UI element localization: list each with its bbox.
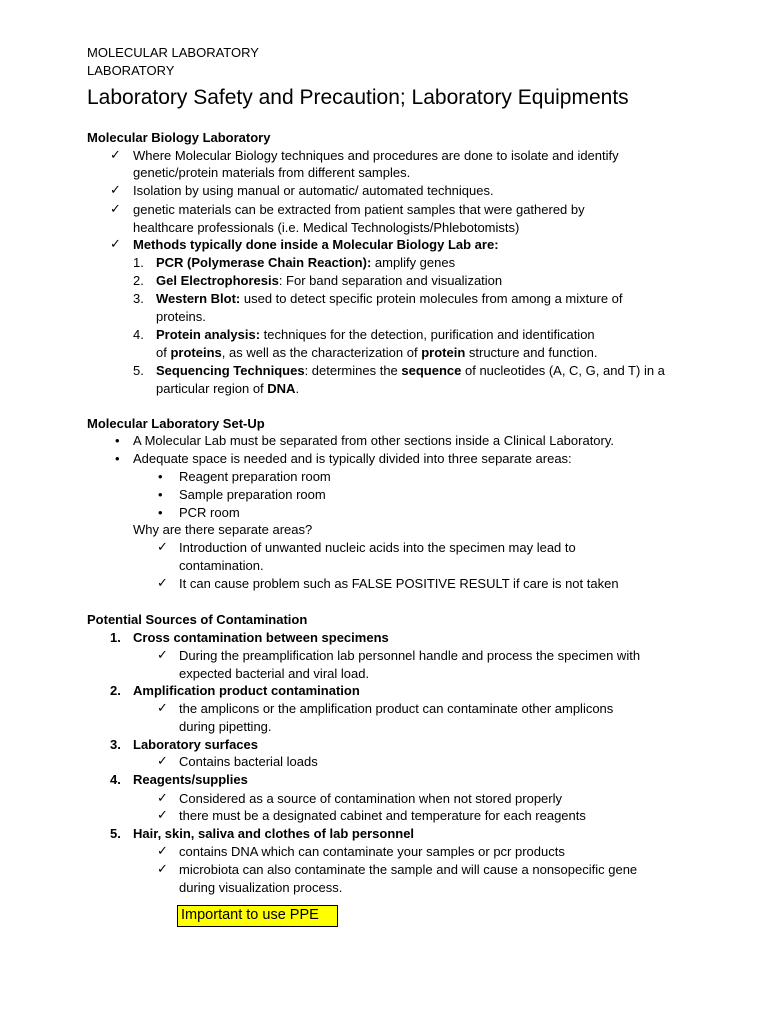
list-item: A Molecular Lab must be separated from other sections inside a Clinical Laboratory. bbox=[133, 433, 615, 448]
method-description: amplify genes bbox=[371, 255, 456, 270]
reason-item: Introduction of unwanted nucleic acids into the specimen may lead to bbox=[179, 540, 576, 555]
source-number: 5. bbox=[110, 826, 121, 841]
source-detail: there must be a designated cabinet and temperature for each reagents bbox=[179, 808, 586, 823]
method-description: : determines the bbox=[304, 363, 402, 378]
method-term: Gel Electrophoresis bbox=[156, 273, 279, 288]
method-number: 1. bbox=[133, 255, 144, 270]
check-icon: ✓ bbox=[157, 791, 168, 806]
header-line-1: MOLECULAR LABORATORY bbox=[87, 45, 259, 60]
method-number: 4. bbox=[133, 327, 144, 342]
source-number: 2. bbox=[110, 683, 121, 698]
text-run-bold: sequence bbox=[401, 363, 462, 378]
source-title: Cross contamination between specimens bbox=[133, 630, 389, 645]
list-item: Isolation by using manual or automatic/ automated techniques. bbox=[133, 183, 494, 198]
check-icon: ✓ bbox=[157, 754, 168, 769]
method-number: 5. bbox=[133, 363, 144, 378]
source-number: 4. bbox=[110, 772, 121, 787]
bullet-icon: • bbox=[158, 487, 163, 502]
method-term: PCR (Polymerase Chain Reaction): bbox=[156, 255, 372, 270]
section-heading-lab-setup: Molecular Laboratory Set-Up bbox=[87, 416, 265, 431]
method-number: 3. bbox=[133, 291, 144, 306]
area-item: Sample preparation room bbox=[179, 487, 326, 502]
check-icon: ✓ bbox=[157, 862, 168, 877]
source-detail: During the preamplification lab personnel handle and process the specimen with bbox=[179, 648, 641, 663]
ppe-callout-box: Important to use PPE bbox=[177, 905, 338, 927]
text-run-bold: DNA bbox=[267, 381, 296, 396]
method-description: used to detect specific protein molecules from among a mixture of bbox=[240, 291, 623, 306]
method-description: : For band separation and visualization bbox=[278, 273, 503, 288]
source-title: Amplification product contamination bbox=[133, 683, 360, 698]
check-icon: ✓ bbox=[110, 202, 121, 217]
method-item bbox=[156, 290, 623, 307]
check-icon: ✓ bbox=[157, 576, 168, 591]
page-title: Laboratory Safety and Precaution; Laboratory Equipments bbox=[87, 86, 629, 109]
text-run: particular region of bbox=[156, 381, 268, 396]
source-detail: the amplicons or the amplification product can contaminate other amplicons bbox=[179, 701, 614, 716]
method-item bbox=[156, 254, 455, 271]
method-item bbox=[156, 272, 502, 289]
text-run-bold: proteins bbox=[170, 345, 222, 360]
list-item-methods-intro: Methods typically done inside a Molecular Biology Lab are: bbox=[133, 237, 499, 252]
check-icon: ✓ bbox=[157, 648, 168, 663]
check-icon: ✓ bbox=[110, 148, 121, 163]
text-run: . bbox=[295, 381, 300, 396]
source-title: Reagents/supplies bbox=[133, 772, 248, 787]
check-icon: ✓ bbox=[157, 701, 168, 716]
check-icon: ✓ bbox=[110, 183, 121, 198]
method-item-continuation: proteins. bbox=[156, 309, 206, 324]
bullet-icon: • bbox=[158, 505, 163, 520]
method-term: Western Blot: bbox=[156, 291, 241, 306]
method-description: techniques for the detection, purification and identification bbox=[260, 327, 595, 342]
source-detail-continuation: expected bacterial and viral load. bbox=[179, 666, 370, 681]
method-number: 2. bbox=[133, 273, 144, 288]
source-detail-continuation: during visualization process. bbox=[179, 880, 343, 895]
bullet-icon: • bbox=[158, 469, 163, 484]
method-item bbox=[156, 362, 665, 379]
source-number: 3. bbox=[110, 737, 121, 752]
text-run: structure and function. bbox=[465, 345, 598, 360]
bullet-icon: • bbox=[115, 433, 120, 448]
list-item-continuation: healthcare professionals (i.e. Medical Technologists/Phlebotomists) bbox=[133, 220, 520, 235]
area-item: PCR room bbox=[179, 505, 240, 520]
list-item: genetic materials can be extracted from patient samples that were gathered by bbox=[133, 202, 585, 217]
check-icon: ✓ bbox=[157, 844, 168, 859]
source-detail: Considered as a source of contamination when not stored properly bbox=[179, 791, 562, 806]
text-run: , as well as the characterization of bbox=[221, 345, 422, 360]
method-item-continuation bbox=[156, 380, 299, 397]
section-heading-contamination: Potential Sources of Contamination bbox=[87, 612, 308, 627]
reason-item: It can cause problem such as FALSE POSITIVE RESULT if care is not taken bbox=[179, 576, 619, 591]
list-item-continuation: genetic/protein materials from different samples. bbox=[133, 165, 411, 180]
method-item-continuation bbox=[156, 344, 598, 361]
list-item: Adequate space is needed and is typically divided into three separate areas: bbox=[133, 451, 572, 466]
source-detail: contains DNA which can contaminate your samples or pcr products bbox=[179, 844, 565, 859]
list-item: Where Molecular Biology techniques and procedures are done to isolate and identify bbox=[133, 148, 619, 163]
source-detail-continuation: during pipetting. bbox=[179, 719, 272, 734]
source-title: Laboratory surfaces bbox=[133, 737, 258, 752]
section-heading-molecular-biology-lab: Molecular Biology Laboratory bbox=[87, 130, 271, 145]
question-text: Why are there separate areas? bbox=[133, 522, 313, 537]
method-term: Sequencing Techniques bbox=[156, 363, 305, 378]
bullet-icon: • bbox=[115, 451, 120, 466]
text-run: of bbox=[156, 345, 171, 360]
method-item bbox=[156, 326, 595, 343]
source-number: 1. bbox=[110, 630, 121, 645]
check-icon: ✓ bbox=[157, 540, 168, 555]
check-icon: ✓ bbox=[157, 808, 168, 823]
reason-item-continuation: contamination. bbox=[179, 558, 264, 573]
check-icon: ✓ bbox=[110, 237, 121, 252]
area-item: Reagent preparation room bbox=[179, 469, 331, 484]
text-run-bold: protein bbox=[421, 345, 466, 360]
method-term: Protein analysis: bbox=[156, 327, 261, 342]
source-title: Hair, skin, saliva and clothes of lab personnel bbox=[133, 826, 415, 841]
header-line-2: LABORATORY bbox=[87, 63, 175, 78]
source-detail: microbiota can also contaminate the sample and will cause a nonsopecific gene bbox=[179, 862, 638, 877]
source-detail: Contains bacterial loads bbox=[179, 754, 318, 769]
text-run: of nucleotides (A, C, G, and T) in a bbox=[461, 363, 665, 378]
